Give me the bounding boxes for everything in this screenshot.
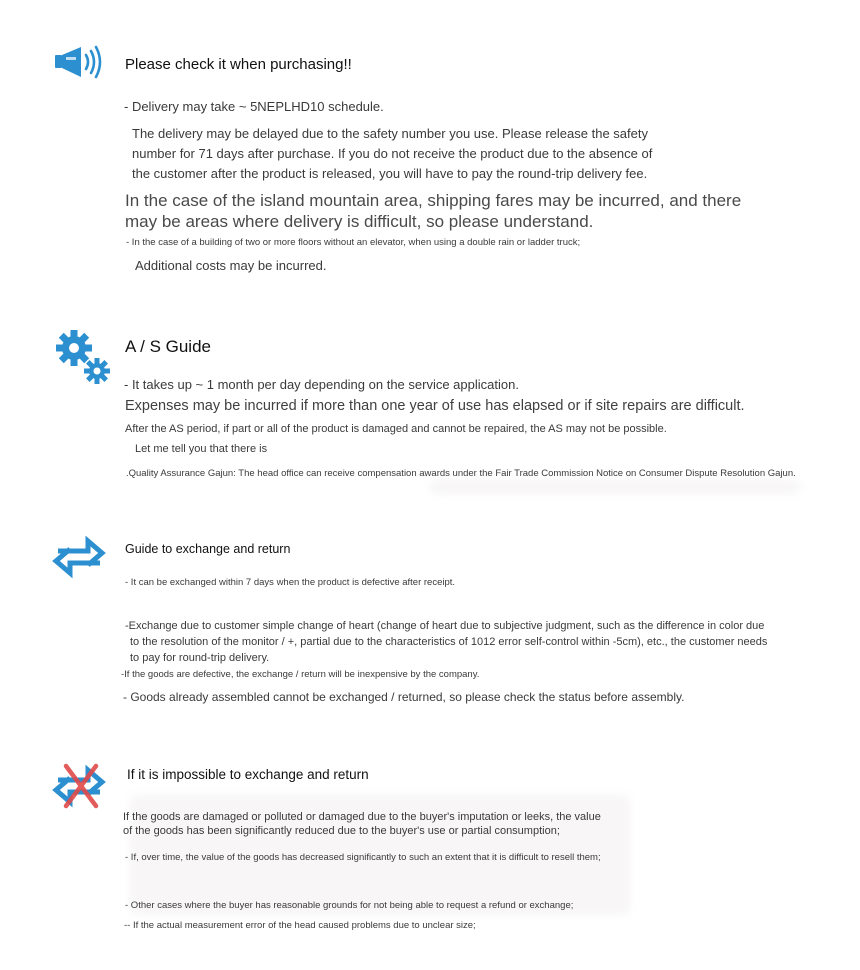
as-guide-line: - It takes up ~ 1 month per day depending on the service application. [124,377,519,392]
impossible-line: -- If the actual measurement error of the head caused problems due to unclear size; [124,920,476,931]
exchange-line: - Goods already assembled cannot be exchanged / returned, so please check the status before assembly. [123,690,685,704]
impossible-line: of the goods has been significantly reduced due to the buyer's use or partial consumption; [123,825,560,837]
exchange-line: -Exchange due to customer simple change of heart (change of heart due to subjective judgment, such as the difference in color due [125,620,765,632]
gears-icon [52,326,112,386]
exchange-line: -If the goods are defective, the exchange / return will be inexpensive by the company. [121,669,480,680]
as-guide-line: Expenses may be incurred if more than one year of use has elapsed or if site repairs are difficult. [125,398,745,414]
exchange-arrows-icon [52,531,106,583]
exchange-line: to the resolution of the monitor / +, partial due to the characteristics of 1012 error self-control within -5cm), etc., the customer needs [130,636,768,648]
impossible-title: If it is impossible to exchange and return [127,767,369,782]
purchase-line: - In the case of a building of two or more floors without an elevator, when using a double rain or ladder truck; [126,237,581,248]
purchase-line: In the case of the island mountain area, shipping fares may be incurred, and there [125,191,742,210]
as-guide-line: Let me tell you that there is [135,443,268,455]
purchase-line: Additional costs may be incurred. [135,258,327,273]
purchase-line: number for 71 days after purchase. If you do not receive the product due to the absence of [132,146,653,161]
no-exchange-icon [52,760,108,814]
impossible-line: - If, over time, the value of the goods has decreased significantly to such an extent that it is difficult to resell them; [125,852,601,863]
purchase-line: The delivery may be delayed due to the safety number you use. Please release the safety [132,126,648,141]
purchase-title: Please check it when purchasing!! [125,56,352,73]
purchase-line: may be areas where delivery is difficult, so please understand. [125,212,594,231]
purchase-line: - Delivery may take ~ 5NEPLHD10 schedule. [124,99,384,114]
megaphone-icon [53,44,105,80]
exchange-line: - It can be exchanged within 7 days when the product is defective after receipt. [125,577,456,588]
exchange-line: to pay for round-trip delivery. [130,652,270,664]
as-guide-title: A / S Guide [125,337,211,356]
as-guide-line: .Quality Assurance Gajun: The head office can receive compensation awards under the Fair Trade Commission Notice on Consumer Dispute Resolution Gajun. [126,468,796,479]
purchase-line: the customer after the product is released, you will have to pay the round-trip delivery fee. [132,166,648,181]
exchange-title: Guide to exchange and return [125,542,291,556]
impossible-line: If the goods are damaged or polluted or damaged due to the buyer's imputation or leeks, the value [123,811,601,823]
scan-smudge [430,480,800,494]
as-guide-line: After the AS period, if part or all of the product is damaged and cannot be repaired, the AS may not be possible. [125,423,667,435]
impossible-line: - Other cases where the buyer has reasonable grounds for not being able to request a refund or exchange; [125,900,574,911]
